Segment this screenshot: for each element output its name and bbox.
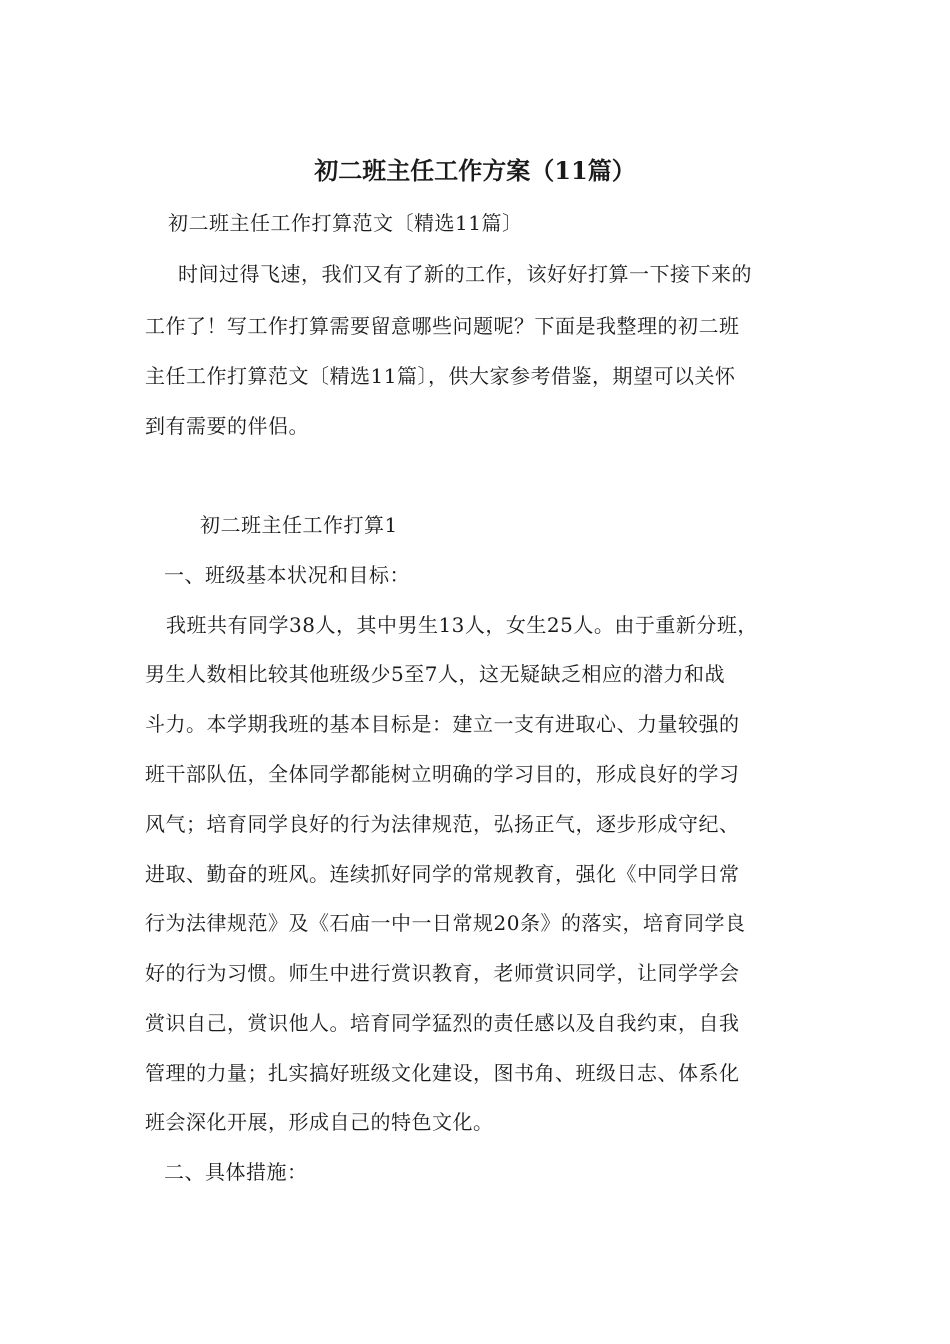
- body-line: 男生人数相比较其他班级少5至7人，这无疑缺乏相应的潜力和战: [145, 662, 725, 686]
- body-line: 行为法律规范》及《石庙一中一日常规20条》的落实，培育同学良: [145, 911, 746, 935]
- body-line: 管理的力量；扎实搞好班级文化建设，图书角、班级日志、体系化: [145, 1061, 740, 1085]
- body-line: 风气；培育同学良好的行为法律规范，弘扬正气，逐步形成守纪、: [145, 812, 740, 836]
- body-line: 班干部队伍，全体同学都能树立明确的学习目的，形成良好的学习: [145, 762, 740, 786]
- body-line: 我班共有同学38人，其中男生13人，女生25人。由于重新分班，: [166, 613, 758, 637]
- body-line: 好的行为习惯。师生中进行赏识教育，老师赏识同学，让同学学会: [145, 961, 740, 985]
- body-line: 赏识自己，赏识他人。培育同学猛烈的责任感以及自我约束，自我: [145, 1011, 740, 1035]
- part-one-heading: 一、班级基本状况和目标：: [164, 563, 410, 587]
- section-heading: 初二班主任工作打算1: [200, 513, 398, 537]
- document-title: 初二班主任工作方案（11篇）: [314, 156, 636, 185]
- part-two-heading: 二、具体措施：: [164, 1160, 308, 1184]
- body-line: 斗力。本学期我班的基本目标是：建立一支有进取心、力量较强的: [145, 712, 740, 736]
- body-line: 班会深化开展，形成自己的特色文化。: [145, 1110, 494, 1134]
- document-subtitle: 初二班主任工作打算范文〔精选11篇〕: [168, 211, 523, 235]
- intro-line: 时间过得飞速，我们又有了新的工作，该好好打算一下接下来的: [178, 262, 752, 286]
- intro-line: 工作了！写工作打算需要留意哪些问题呢？下面是我整理的初二班: [145, 314, 740, 338]
- intro-line: 主任工作打算范文〔精选11篇〕，供大家参考借鉴，期望可以关怀: [145, 364, 736, 388]
- body-line: 进取、勤奋的班风。连续抓好同学的常规教育，强化《中同学日常: [145, 862, 740, 886]
- intro-line: 到有需要的伴侣。: [145, 414, 309, 438]
